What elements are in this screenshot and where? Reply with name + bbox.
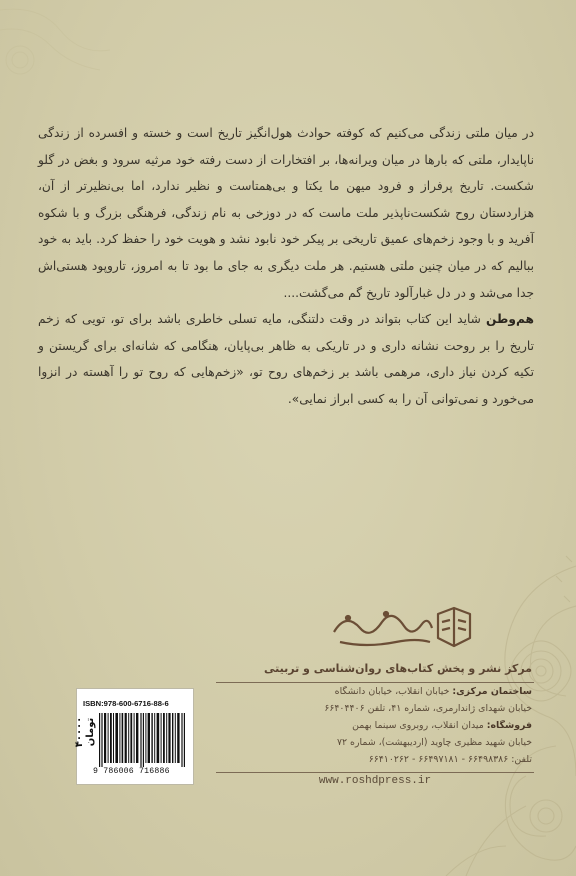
store-address-2: خیابان شهید مظیری چاوید (اردیبهشت)، شماره ۷۲: [336, 737, 532, 748]
publisher-block: [216, 580, 534, 790]
phone-numbers: تلفن: ۶۶۴۹۸۳۸۶ - ۶۶۴۹۷۱۸۱ - ۶۶۴۱۰۲۶۲: [368, 754, 532, 765]
barcode-number: 9 786006 716886: [93, 767, 170, 776]
central-office-line: [216, 686, 532, 697]
store-label: فروشگاه:: [486, 720, 532, 731]
corner-ornament-top: [0, 0, 110, 90]
barcode-label: [76, 688, 194, 785]
store-address: میدان انقلاب، روبروی سینما بهمن: [352, 720, 487, 731]
publisher-title: مرکز نشر و پخش کتاب‌های روان‌شناسی و تربیتی: [264, 662, 532, 675]
paragraph-1: در میان ملتی زندگی می‌کنیم که کوفته حوادث هول‌انگیز تاریخ است و خسته و افسرده از زندگی ناپایدار، ملتی که بارها در میان ویرانه‌ها، بر افتخارات از دست رفته خود مرثیه سرود و بغض در گلو شکست. تاریخ پرفراز و فرود میهن ما یکتا و بی‌همتاست و نظیر ندارد، اما بی‌نظیرتر از آن، هزاردستان روح شکست‌ناپذیر ملت ماست که در دوزخی به نام زندگی، فرهنگی بزرگ و با شکوه آفرید و با وجود زخم‌های عمیق تاریخی بر پیکر خود نابود نشد و هویت خود را حفظ کرد. باید به خود ببالیم که در میان چنین ملتی هستیم. هر ملت دیگری به جای ما بود تا به امروز، تاروپود هستی‌اش جدا می‌شد و در دل غبارآلود تاریخ گم می‌گشت....: [38, 126, 534, 300]
website-url[interactable]: www.roshdpress.ir: [216, 772, 534, 787]
publisher-logo: [326, 602, 476, 654]
store-line: [216, 720, 532, 731]
central-office-address: خیابان انقلاب، خیابان دانشگاه: [334, 686, 453, 697]
barcode-bars: [99, 713, 187, 767]
description-text: [38, 120, 534, 413]
price-label: ۴۰۰۰۰ تومان: [74, 716, 96, 748]
keyword-homeland: هم‌وطن: [485, 312, 534, 327]
paragraph-2-text: شاید این کتاب بتواند در وقت دلتنگی، مایه تسلی خاطری باشد برای تو، تویی که زخم تاریخ را بر روحت نشانه داری و در تاریکی به ظاهر بی‌پایان، هنگامی که شانه‌ای برای گریستن و تکیه کردن نیاز داری، مرهمی باشد بر زخم‌های روح تو، «زخم‌هایی که روح تو را آهسته در انزوا می‌خورد و نمی‌توانی آن را به کسی ابراز نمایی».: [38, 312, 534, 406]
isbn-text: ISBN:978-600-6716-88-6: [83, 699, 169, 708]
paragraph-2: [38, 306, 534, 412]
central-office-address-2: خیابان شهدای ژاندارمری، شماره ۴۱، تلفن ۶۶۴۰۴۴۰۶: [324, 703, 532, 714]
central-office-label: ساختمان مرکزی:: [452, 686, 532, 697]
divider: [216, 682, 534, 683]
